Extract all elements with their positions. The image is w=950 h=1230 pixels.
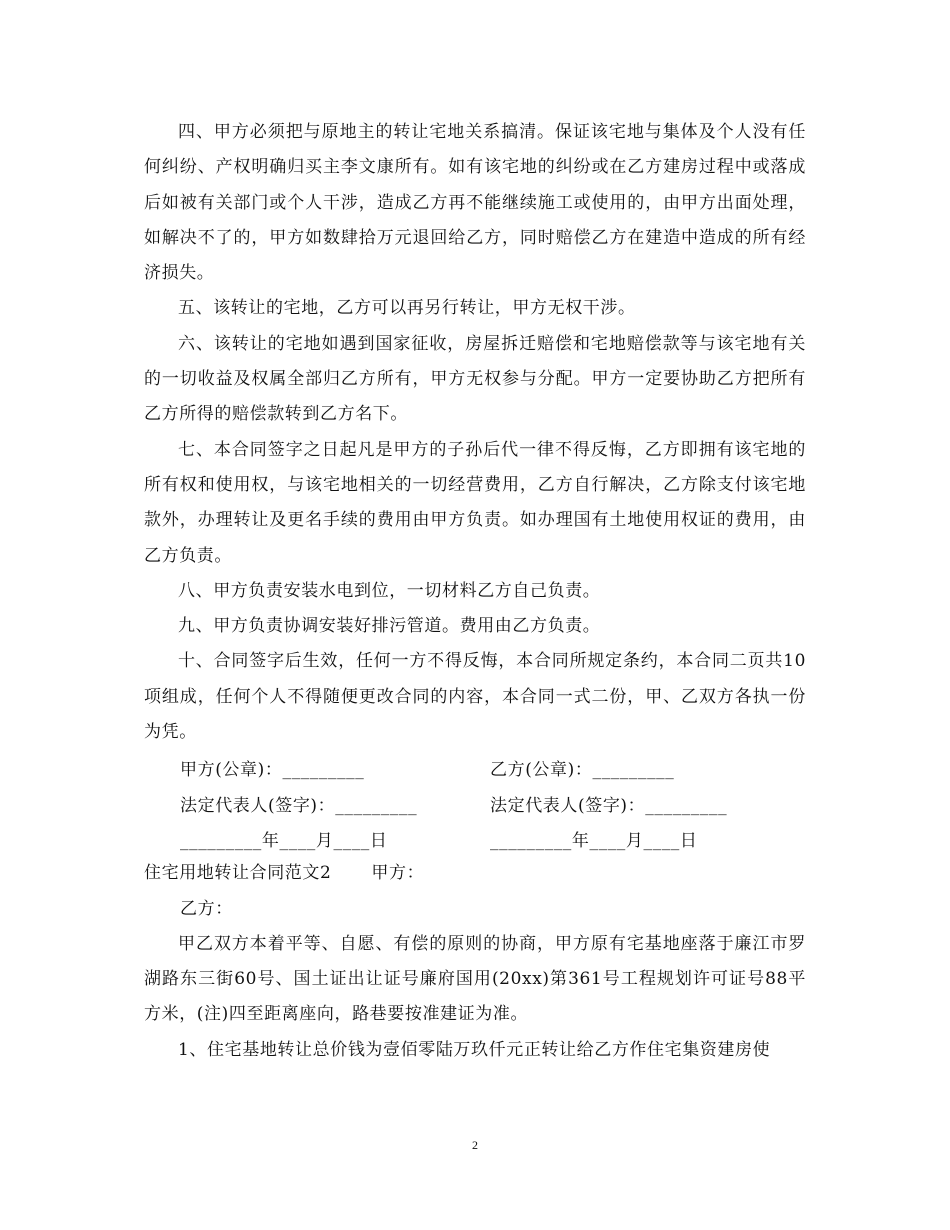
second-contract-intro: 甲乙双方本着平等、自愿、有偿的原则的协商，甲方原有宅基地座落于廉江市罗湖路东三街60号、国土证出让证号廉府国用(20xx)第361号工程规划许可证号88平方米，(注)四至距离座向，路巷要按准建证为准。 (144, 933, 806, 1025)
second-contract-party-b: 乙方： (180, 898, 233, 919)
clause-8: 八、甲方负责安装水电到位，一切材料乙方自己负责。 (178, 580, 601, 601)
second-contract-clause-1: 1、住宅基地转让总价钱为壹佰零陆万玖仟元正转让给乙方作住宅集资建房使 (178, 1039, 771, 1060)
party-a-seal: 甲方(公章)：_________ (180, 760, 365, 781)
signature-rep-row (144, 786, 806, 821)
second-contract-title: 住宅用地转让合同范文2 (144, 863, 332, 884)
clause-7: 七、本合同签字之日起凡是甲方的子孙后代一律不得反悔，乙方即拥有该宅地的所有权和使用权，与该宅地相关的一切经营费用，乙方自行解决，乙方除支付该宅地款外，办理转让及更名手续的费用由甲方负责。如办理国有土地使用权证的费用，由乙方负责。 (144, 439, 806, 566)
clause-4: 四、甲方必须把与原地主的转让宅地关系搞清。保证该宅地与集体及个人没有任何纠纷、产权明确归买主李文康所有。如有该宅地的纠纷或在乙方建房过程中或落成后如被有关部门或个人干涉，造成乙方再不能继续施工或使用的，由甲方出面处理，如解决不了的，甲方如数肆拾万元退回给乙方，同时赔偿乙方在建造中造成的所有经济损失。 (144, 122, 806, 284)
clause-6: 六、该转让的宅地如遇到国家征收，房屋拆迁赔偿和宅地赔偿款等与该宅地有关的一切收益及权属全部归乙方所有，甲方无权参与分配。甲方一定要协助乙方把所有乙方所得的赔偿款转到乙方名下。 (144, 333, 806, 425)
clause-9: 九、甲方负责协调安装好排污管道。费用由乙方负责。 (178, 616, 601, 637)
document-body (144, 115, 806, 1068)
party-a-representative: 法定代表人(签字)：_________ (180, 795, 418, 816)
clause-10: 十、合同签字后生效，任何一方不得反悔，本合同所规定条约，本合同二页共10项组成，任何个人不得随便更改合同的内容，本合同一式二份，甲、乙双方各执一份为凭。 (144, 651, 806, 743)
party-b-representative: 法定代表人(签字)：_________ (490, 795, 728, 816)
signature-seal-row (144, 750, 806, 785)
second-contract-party-a: 甲方： (371, 863, 425, 884)
signature-date-row (144, 821, 806, 856)
party-b-seal: 乙方(公章)：_________ (490, 760, 675, 781)
party-b-date: _________年____月____日 (490, 831, 698, 852)
page-number: 2 (472, 1138, 478, 1152)
clause-5: 五、该转让的宅地，乙方可以再另行转让，甲方无权干涉。 (178, 298, 636, 319)
second-contract-heading (144, 856, 806, 891)
party-a-date: _________年____月____日 (180, 831, 388, 852)
